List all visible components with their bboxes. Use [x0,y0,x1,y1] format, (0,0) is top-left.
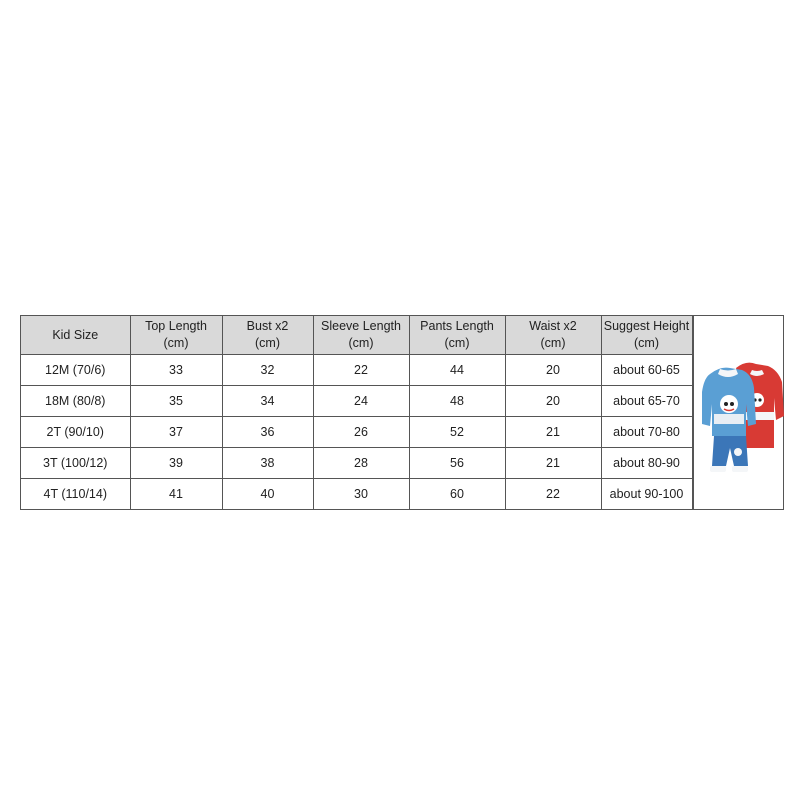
cell-suggest-height: about 60-65 [601,355,692,386]
cell-waist: 20 [505,386,601,417]
blue-pants-icon [710,436,748,472]
cell-suggest-height: about 90-100 [601,479,692,510]
cell-kid-size: 3T (100/12) [21,448,130,479]
cell-pants-length: 52 [409,417,505,448]
header-pants-length: Pants Length (cm) [409,316,505,355]
cell-top-length: 41 [130,479,222,510]
cell-bust: 38 [222,448,313,479]
table-row [21,386,692,417]
cell-pants-length: 44 [409,355,505,386]
size-chart [20,315,784,510]
header-suggest-height: Suggest Height (cm) [601,316,692,355]
product-photo [693,316,784,509]
cell-top-length: 35 [130,386,222,417]
cell-bust: 36 [222,417,313,448]
cell-bust: 34 [222,386,313,417]
cell-bust: 40 [222,479,313,510]
table-row [21,355,692,386]
table-row [21,479,692,510]
cell-suggest-height: about 80-90 [601,448,692,479]
cell-top-length: 39 [130,448,222,479]
cell-sleeve-length: 30 [313,479,409,510]
cell-sleeve-length: 22 [313,355,409,386]
header-bust: Bust x2 (cm) [222,316,313,355]
kids-outfit-photo-icon [694,316,784,509]
table-row [21,448,692,479]
cell-sleeve-length: 26 [313,417,409,448]
header-top-length: Top Length (cm) [130,316,222,355]
cell-suggest-height: about 65-70 [601,386,692,417]
header-row [21,316,692,355]
cell-waist: 21 [505,417,601,448]
size-chart-table [21,316,693,509]
cell-waist: 21 [505,448,601,479]
header-kid-size: Kid Size [21,316,130,355]
cell-sleeve-length: 24 [313,386,409,417]
cell-pants-length: 48 [409,386,505,417]
cell-kid-size: 2T (90/10) [21,417,130,448]
cell-kid-size: 18M (80/8) [21,386,130,417]
header-sleeve-length: Sleeve Length (cm) [313,316,409,355]
cell-top-length: 37 [130,417,222,448]
cell-sleeve-length: 28 [313,448,409,479]
cell-pants-length: 56 [409,448,505,479]
cell-waist: 20 [505,355,601,386]
table-row [21,417,692,448]
header-waist: Waist x2 (cm) [505,316,601,355]
cell-top-length: 33 [130,355,222,386]
cell-kid-size: 4T (110/14) [21,479,130,510]
cell-pants-length: 60 [409,479,505,510]
cell-suggest-height: about 70-80 [601,417,692,448]
cell-kid-size: 12M (70/6) [21,355,130,386]
cell-bust: 32 [222,355,313,386]
cell-waist: 22 [505,479,601,510]
